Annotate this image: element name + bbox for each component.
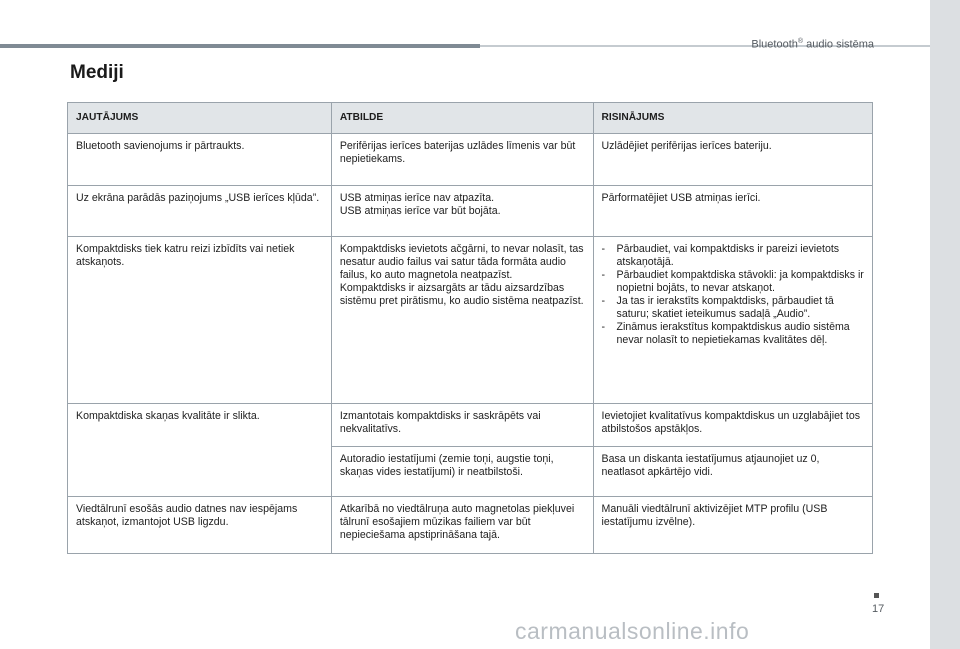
table-row [68, 134, 873, 186]
answer-line: Kompaktdisks ievietots ačgārni, to nevar nolasīt, tas nesatur audio failus vai satur tāda formāta audio failus, ko auto magnetola neatpazīst. [339, 243, 584, 281]
solution-cell: Uzlādējiet perifērijas ierīces bateriju. [593, 134, 872, 186]
answer-cell: Perifērijas ierīces baterijas uzlādes līmenis var būt nepietiekams. [331, 134, 593, 186]
table-header-row [68, 103, 873, 134]
question-cell: Uz ekrāna parādās paziņojums „USB ierīces kļūda”. [68, 186, 332, 237]
answer-cell: Izmantotais kompaktdisks ir saskrāpēts vai nekvalitatīvs. [331, 404, 593, 447]
column-header-question: JAUTĀJUMS [68, 103, 332, 134]
answer-line: USB atmiņas ierīce var būt bojāta. [339, 205, 501, 217]
solution-cell: Manuāli viedtālrunī aktivizējiet MTP profilu (USB iestatījumu izvēlne). [593, 497, 872, 554]
table-row [68, 497, 873, 554]
question-cell: Kompaktdiska skaņas kvalitāte ir slikta. [68, 404, 332, 497]
solution-list-item: - Zināmus ierakstītus kompaktdiskus audio sistēma nevar nolasīt to nepietiekamas kvalitātes dēļ. [602, 321, 864, 347]
watermark-text: carmanualsonline.info [515, 618, 750, 644]
section-title: Mediji [70, 62, 124, 83]
header-title-suffix: audio sistēma [803, 38, 874, 51]
solution-list-item: - Pārbaudiet kompaktdiska stāvokli: ja kompaktdisks ir nopietni bojāts, to nevar atskaņot. [602, 269, 864, 295]
table-row [68, 237, 873, 404]
answer-cell: Atkarībā no viedtālruņa auto magnetolas piekļuvei tālrunī esošajiem mūzikas failiem var būt nepieciešama apstiprināšana tajā. [331, 497, 593, 554]
answer-cell [331, 237, 593, 404]
question-cell: Viedtālrunī esošās audio datnes nav iespējams atskaņot, izmantojot USB ligzdu. [68, 497, 332, 554]
question-cell: Kompaktdisks tiek katru reizi izbīdīts vai netiek atskaņots. [68, 237, 332, 404]
answer-cell: Autoradio iestatījumi (zemie toņi, augstie toņi, skaņas vides iestatījumi) ir neatbilstoši. [331, 447, 593, 497]
solution-cell: Ievietojiet kvalitatīvus kompaktdiskus un uzglabājiet tos atbilstošos apstākļos. [593, 404, 872, 447]
question-cell: Bluetooth savienojums ir pārtraukts. [68, 134, 332, 186]
solution-list-item: - Ja tas ir ierakstīts kompaktdisks, pārbaudiet tā saturu; skatiet ieteikumus sadaļā „Audio”. [602, 295, 864, 321]
header-accent-bar [0, 44, 480, 48]
answer-line: USB atmiņas ierīce nav atpazīta. [339, 192, 495, 204]
solution-list [602, 243, 864, 347]
page-number: 17 [872, 603, 885, 615]
answer-cell [331, 186, 593, 237]
column-header-answer: ATBILDE [331, 103, 593, 134]
page-header-title [751, 38, 874, 51]
solution-list-item: - Pārbaudiet, vai kompaktdisks ir pareizi ievietots atskaņotājā. [602, 243, 864, 269]
answer-line: Kompaktdisks ir aizsargāts ar tādu aizsardzības sistēmu pret pirātismu, ko audio sistēma neatpazīst. [339, 282, 584, 307]
page-side-strip [930, 0, 960, 649]
table-row [68, 404, 873, 447]
header-title-text: Bluetooth [751, 38, 798, 51]
troubleshooting-table [67, 102, 873, 554]
trademark-symbol: ® [797, 38, 804, 45]
solution-cell [593, 237, 872, 404]
solution-cell: Pārformatējiet USB atmiņas ierīci. [593, 186, 872, 237]
column-header-solution: RISINĀJUMS [593, 103, 872, 134]
table-row [68, 186, 873, 237]
solution-cell: Basa un diskanta iestatījumus atjaunojiet uz 0, neatlasot apkārtējo vidi. [593, 447, 872, 497]
page-marker-square [874, 593, 879, 598]
